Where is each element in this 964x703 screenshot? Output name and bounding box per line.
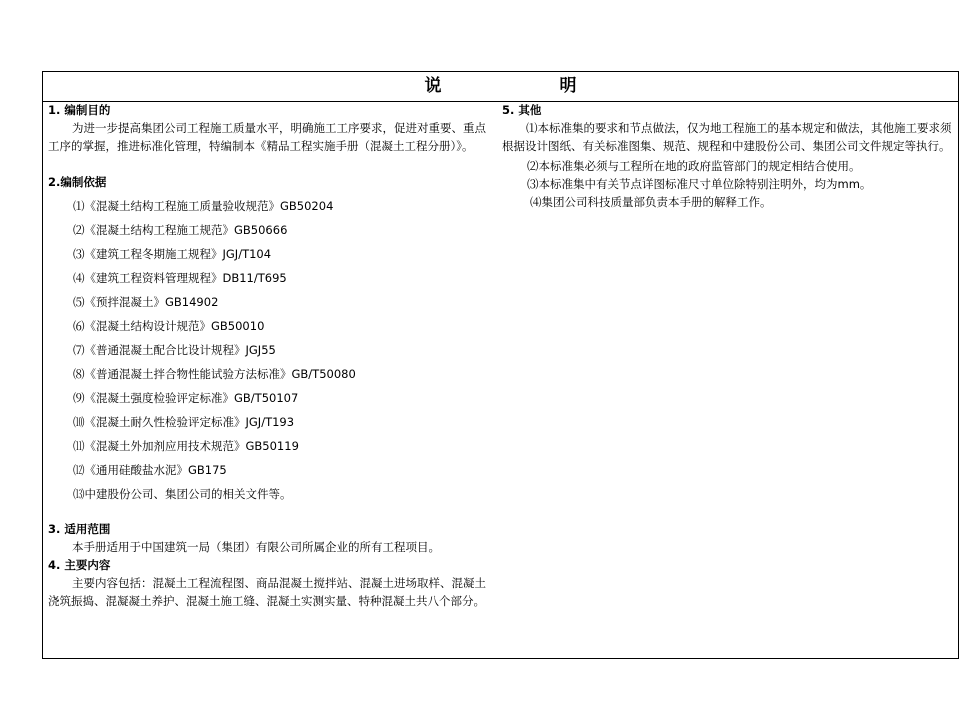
reference-item: ⑴《混凝土结构工程施工质量验收规范》GB50204 [73,199,334,213]
section-3-body: 本手册适用于中国建筑一局（集团）有限公司所属企业的所有工程项目。 [72,540,440,554]
note-item: ⑶本标准集中有关节点详图标准尺寸单位除特别注明外，均为mm。 [527,177,872,191]
note-item: ⑵本标准集必须与工程所在地的政府监管部门的规定相结合使用。 [527,159,861,173]
reference-list [48,194,496,506]
note-item: ⑷集团公司科技质量部负责本手册的解释工作。 [530,195,772,209]
reference-item: ⒀中建股份公司、集团公司的相关文件等。 [73,487,292,501]
reference-item: ⑷《建筑工程资料管理规程》DB11/T695 [73,271,287,285]
section-4-heading: 4. 主要内容 [48,558,111,572]
section-5-heading: 5. 其他 [502,103,542,117]
reference-item: ⑽《混凝土耐久性检验评定标准》JGJ/T193 [73,415,295,429]
note-item: ⑴本标准集的要求和节点做法，仅为地工程施工的基本规定和做法，其他施工要求须根据设计图纸、有关标准图集、规范、规程和中建股份公司、集团公司文件规定等执行。 [502,121,952,153]
section-3-heading: 3. 适用范围 [48,522,111,536]
title-row [43,72,958,102]
reference-item: ⑵《混凝土结构工程施工规范》GB50666 [73,223,288,237]
document-sheet [42,71,959,659]
reference-item: ⑼《混凝土强度检验评定标准》GB/T50107 [73,391,299,405]
section-1-body: 为进一步提高集团公司工程施工质量水平，明确施工工序要求，促进对重要、重点工序的掌握，推进标准化管理，特编制本《精品工程实施手册（混凝土工程分册）》。 [48,121,486,153]
spacer [48,506,496,520]
section-4-body: 主要内容包括：混凝土工程流程图、商品混凝土搅拌站、混凝土进场取样、混凝土浇筑振捣、混凝凝土养护、混凝土施工缝、混凝土实测实量、特种混凝土共八个部分。 [48,576,486,608]
section-2-heading: 2.编制依据 [48,175,107,189]
reference-item: ⑿《通用硅酸盐水泥》GB175 [73,463,227,477]
reference-item: ⑹《混凝土结构设计规范》GB50010 [73,319,265,333]
page-title: 说 明 [424,76,633,96]
section-1-heading: 1. 编制目的 [48,103,111,117]
reference-item: ⑻《普通混凝土拌合物性能试验方法标准》GB/T50080 [73,367,356,381]
left-column [48,101,496,610]
reference-item: ⑶《建筑工程冬期施工规程》JGJ/T104 [73,247,272,261]
spacer [48,155,496,173]
reference-item: ⑺《普通混凝土配合比设计规程》JGJ55 [73,343,276,357]
right-column [502,101,952,211]
reference-item: ⑸《预拌混凝土》GB14902 [73,295,219,309]
reference-item: ⑾《混凝土外加剂应用技术规范》GB50119 [73,439,299,453]
